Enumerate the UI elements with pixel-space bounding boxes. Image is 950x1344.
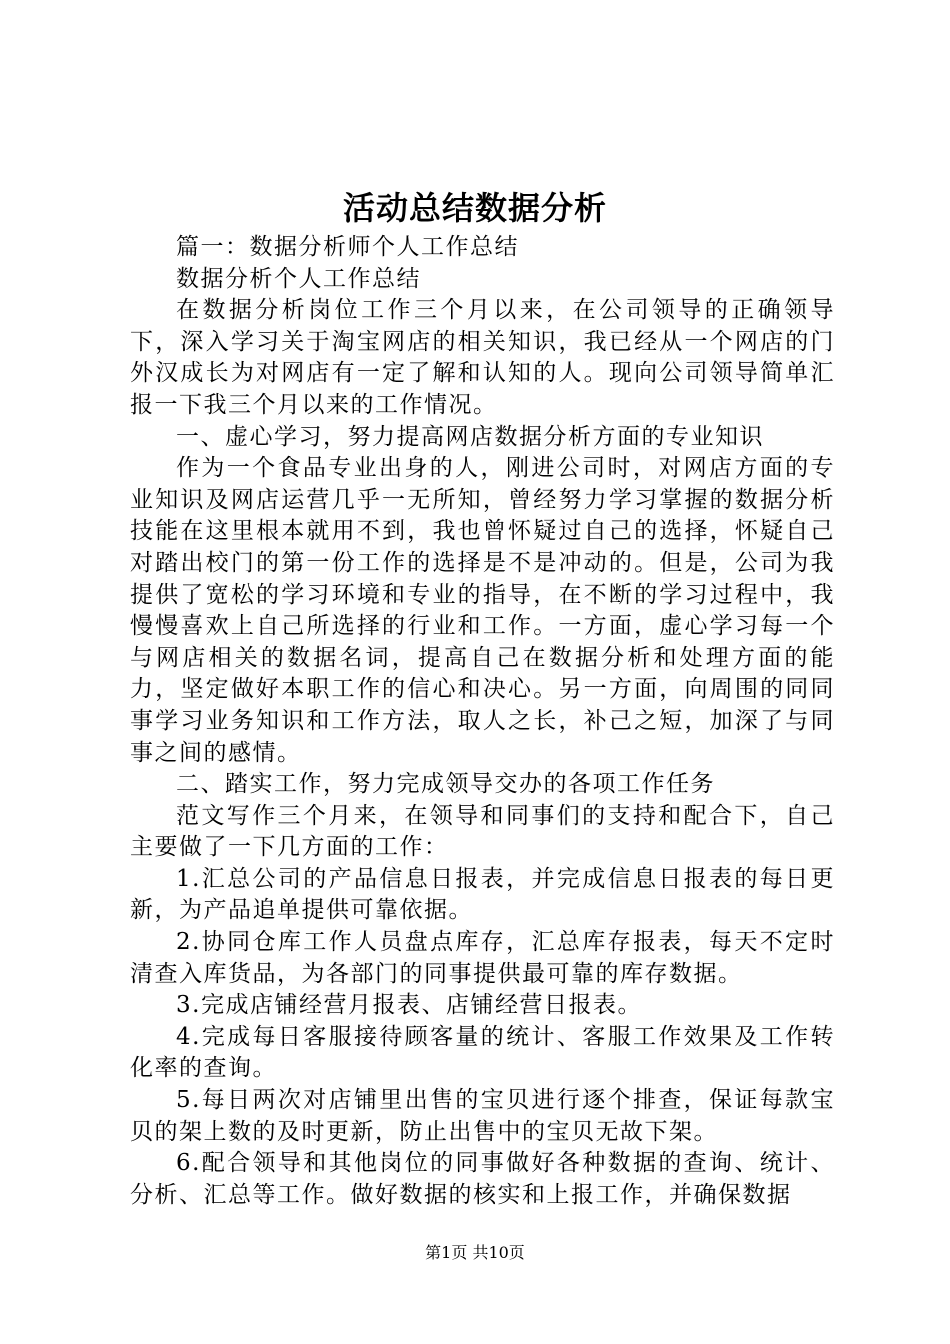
paragraph-heading-article: 篇一：数据分析师个人工作总结 xyxy=(176,234,519,260)
paragraph-item-1: 1.汇总公司的产品信息日报表，并完成信息日报表的每日更新，为产品追单提供可靠依据。 xyxy=(130,865,835,924)
paragraph-section-1-body: 作为一个食品专业出身的人，刚进公司时，对网店方面的专业知识及网店运营几乎一无所知，曾经努力学习掌握的数据分析技能在这里根本就用不到，我也曾怀疑过自己的选择，怀疑自己对踏出校门的第一份工作的选择是不是冲动的。但是，公司为我提供了宽松的学习环境和专业的指导，在不断的学习过程中，我慢慢喜欢上自己所选择的行业和工作。一方面，虚心学习每一个与网店相关的数据名词，提高自己在数据分析和处理方面的能力，坚定做好本职工作的信心和决心。另一方面，向周围的同同事学习业务知识和工作方法，取人之长，补己之短，加深了与同事之间的感情。 xyxy=(130,455,835,766)
document-title: 活动总结数据分析 xyxy=(342,189,607,227)
paragraph-item-4: 4.完成每日客服接待顾客量的统计、客服工作效果及工作转化率的查询。 xyxy=(130,1023,835,1082)
paragraph-intro: 在数据分析岗位工作三个月以来，在公司领导的正确领导下，深入学习关于淘宝网店的相关知识，我已经从一个网店的门外汉成长为对网店有一定了解和认知的人。现向公司领导简单汇报一下我三个月以来的工作情况。 xyxy=(130,297,835,418)
paragraph-subtitle: 数据分析个人工作总结 xyxy=(176,265,421,292)
paragraph-item-2: 2.协同仓库工作人员盘点库存，汇总库存报表，每天不定时清查入库货品，为各部门的同事提供最可靠的库存数据。 xyxy=(130,929,835,987)
page-number-footer: 第1页 共10页 xyxy=(425,1243,525,1262)
document-body xyxy=(130,232,835,1211)
paragraph-section-1-heading: 一、虚心学习，努力提高网店数据分析方面的专业知识 xyxy=(176,423,764,450)
paragraph-item-6: 6.配合领导和其他岗位的同事做好各种数据的查询、统计、分析、汇总等工作。做好数据的核实和上报工作，并确保数据 xyxy=(130,1150,835,1208)
paragraph-item-3: 3.完成店铺经营月报表、店铺经营日报表。 xyxy=(176,992,642,1019)
paragraph-section-2-heading: 二、踏实工作，努力完成领导交办的各项工作任务 xyxy=(176,771,715,798)
paragraph-section-2-intro: 范文写作三个月来，在领导和同事们的支持和配合下，自己主要做了一下几方面的工作： xyxy=(130,802,835,861)
paragraph-item-5: 5.每日两次对店铺里出售的宝贝进行逐个排查，保证每款宝贝的架上数的及时更新，防止出售中的宝贝无故下架。 xyxy=(130,1087,835,1145)
